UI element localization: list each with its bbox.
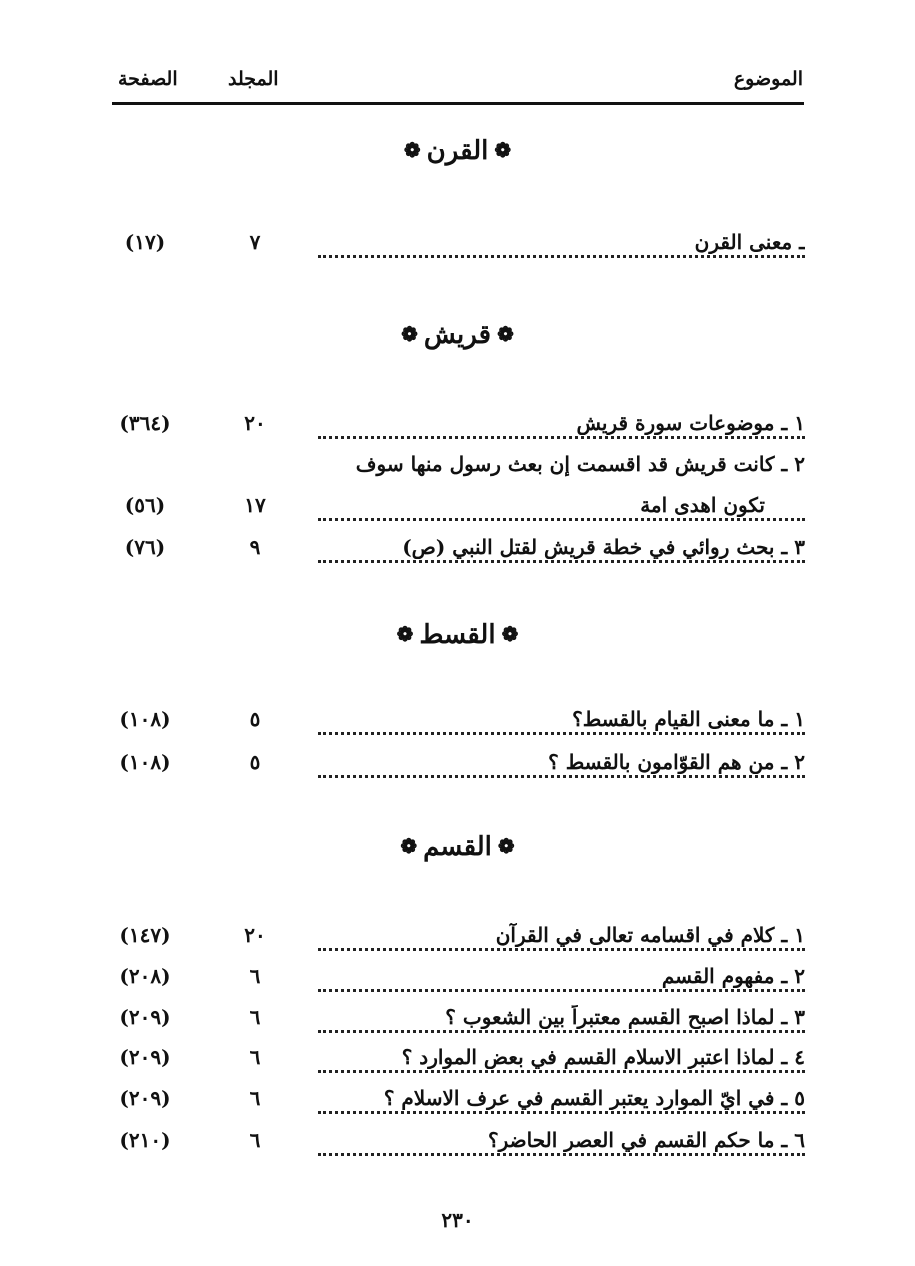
toc-entry[interactable] [0,1086,915,1122]
toc-entry[interactable] [0,964,915,1000]
section-title-qarn [0,136,915,166]
leader-dots [318,560,805,563]
entry-volume: ٦ [249,1086,261,1110]
entry-volume: ٦ [249,964,261,988]
entry-volume: ٥ [249,707,261,731]
entry-title: ٥ ـ في ايّ الموارد يعتبر القسم في عرف الاسلام ؟ [378,1086,805,1110]
entry-title: ٢ ـ من هم القوّامون بالقسط ؟ [542,750,805,774]
entry-title-continuation: تكون اهدى امة [634,493,765,517]
entry-volume: ٦ [249,1128,261,1152]
leader-dots [318,518,805,521]
entry-volume: ٦ [249,1005,261,1029]
entry-title: ١ ـ ما معنى القيام بالقسط؟ [566,707,805,731]
header-page-label: الصفحة [118,68,178,90]
entry-page: (١٠٨) [119,707,171,731]
section-title-qasam [0,832,915,862]
entry-page: (١٤٧) [119,923,171,947]
leader-dots [318,948,805,951]
header-topic-label: الموضوع [733,68,803,90]
leader-dots [318,436,805,439]
entry-title: ١ ـ كلام في اقسامه تعالى في القرآن [490,923,805,947]
entry-volume: ٧ [249,230,261,254]
toc-entry[interactable] [0,411,915,447]
entry-title: ١ ـ موضوعات سورة قريش [570,411,805,435]
toc-entry[interactable] [0,750,915,786]
toc-entry[interactable] [0,1045,915,1081]
ornament-icon: ❁ [494,138,512,162]
entry-page: (٢٠٩) [119,1086,171,1110]
entry-volume: ٢٠ [244,411,266,435]
leader-dots [318,775,805,778]
ornament-icon: ❁ [403,138,421,162]
ornament-icon: ❁ [396,622,414,646]
entry-page: (٢٠٩) [119,1045,171,1069]
entry-title: ـ معنى القرن [689,230,805,254]
section-title-text: القرن [426,136,489,166]
leader-dots [318,1030,805,1033]
toc-entry[interactable] [0,1005,915,1041]
entry-volume: ١٧ [244,493,266,517]
toc-entry-multiline[interactable] [0,452,915,488]
entry-volume: ٥ [249,750,261,774]
toc-entry[interactable] [0,707,915,743]
section-title-text: القسم [423,832,492,862]
leader-dots [318,255,805,258]
entry-title: ٣ ـ لماذا اصبح القسم معتبراً بين الشعوب ؟ [439,1005,805,1029]
toc-entry[interactable] [0,1128,915,1164]
leader-dots [318,989,805,992]
section-title-text: قريش [423,320,492,350]
entry-page: (٧٦) [124,535,166,559]
entry-page: (٢٠٨) [119,964,171,988]
section-title-qist [0,620,915,650]
entry-page: (٣٦٤) [119,411,171,435]
entry-page: (١٠٨) [119,750,171,774]
entry-volume: ٩ [249,535,261,559]
toc-entry[interactable] [0,230,915,266]
entry-title: ٦ ـ ما حكم القسم في العصر الحاضر؟ [482,1128,805,1152]
header-divider [112,102,804,105]
leader-dots [318,1111,805,1114]
entry-page: (٢١٠) [119,1128,171,1152]
leader-dots [318,1070,805,1073]
entry-page: (٥٦) [124,493,166,517]
toc-entry[interactable] [0,923,915,959]
entry-title: ٣ ـ بحث روائي في خطة قريش لقتل النبي (ص) [396,535,805,559]
entry-page: (١٧) [124,230,166,254]
ornament-icon: ❁ [400,834,418,858]
section-title-quraysh [0,320,915,350]
ornament-icon: ❁ [497,322,514,346]
ornament-icon: ❁ [401,322,418,346]
entry-volume: ٢٠ [244,923,266,947]
entry-volume: ٦ [249,1045,261,1069]
leader-dots [318,1153,805,1156]
ornament-icon: ❁ [501,622,519,646]
entry-page: (٢٠٩) [119,1005,171,1029]
entry-title: ٤ ـ لماذا اعتبر الاسلام القسم في بعض الموارد ؟ [396,1045,805,1069]
toc-entry-continuation[interactable] [0,493,915,529]
page-number: ٢٣٠ [441,1208,474,1232]
toc-entry[interactable] [0,535,915,571]
leader-dots [318,732,805,735]
section-title-text: القسط [419,620,496,650]
ornament-icon: ❁ [497,834,515,858]
entry-title: ٢ ـ مفهوم القسم [656,964,805,988]
entry-title: ٢ ـ كانت قريش قد اقسمت إن بعث رسول منها سوف [350,452,805,476]
header-volume-label: المجلد [228,68,279,90]
